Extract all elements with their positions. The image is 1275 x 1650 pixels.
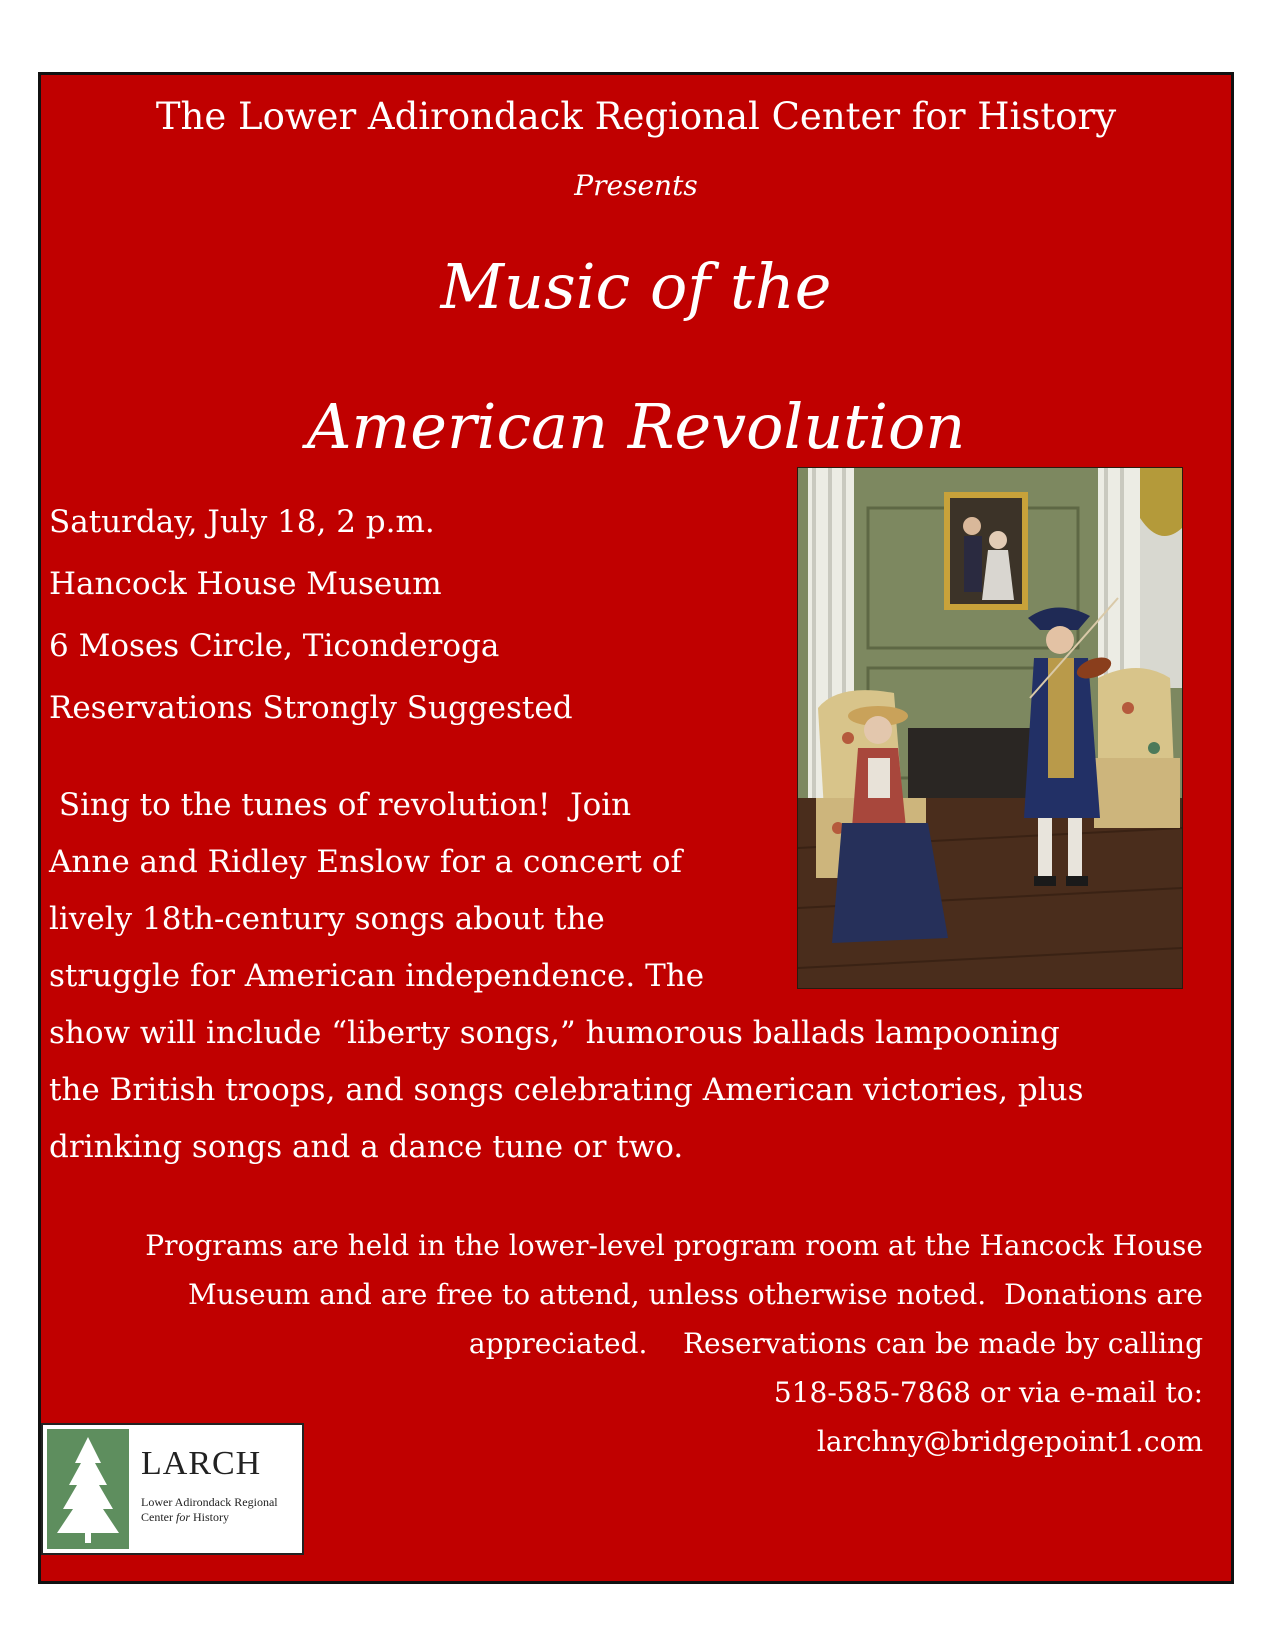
logo-subtitle bbox=[141, 1495, 278, 1525]
logo-subtitle-center: Center bbox=[141, 1510, 176, 1524]
logo-wordmark: LARCH bbox=[141, 1445, 262, 1482]
event-date-time: Saturday, July 18, 2 p.m. bbox=[49, 504, 435, 540]
tree-icon bbox=[47, 1429, 129, 1549]
reservation-note: Reservations Strongly Suggested bbox=[49, 690, 573, 726]
event-title-line-1: Music of the bbox=[440, 250, 832, 323]
logo-subtitle-for: for bbox=[176, 1510, 191, 1524]
logo-tree-panel bbox=[47, 1429, 129, 1549]
program-info-line: appreciated. Reservations can be made by calling bbox=[468, 1327, 1203, 1360]
reservation-phone: 518-585-7868 or via e-mail to: bbox=[773, 1376, 1203, 1409]
description-line: the British troops, and songs celebrating American victories, plus bbox=[49, 1072, 1084, 1108]
description-intro bbox=[49, 777, 789, 1005]
event-address: 6 Moses Circle, Ticonderoga bbox=[49, 628, 500, 664]
program-info-line: Programs are held in the lower-level program room at the Hancock House bbox=[145, 1229, 1203, 1262]
logo-subtitle-line-1: Lower Adirondack Regional bbox=[141, 1495, 278, 1509]
description-line: Sing to the tunes of revolution! Join bbox=[49, 787, 632, 823]
description-line: lively 18th-century songs about the bbox=[49, 901, 605, 937]
description-line: Anne and Ridley Enslow for a concert of bbox=[49, 844, 682, 880]
description-continued bbox=[49, 1005, 1219, 1176]
description-line: show will include “liberty songs,” humorous ballads lampooning bbox=[49, 1015, 1060, 1051]
event-flyer bbox=[38, 72, 1234, 1584]
presents-label: Presents bbox=[574, 169, 698, 202]
program-info-line: Museum and are free to attend, unless otherwise noted. Donations are bbox=[187, 1278, 1203, 1311]
event-details bbox=[49, 491, 573, 739]
description-line: struggle for American independence. The bbox=[49, 958, 705, 994]
performers-photo-illustration bbox=[798, 468, 1182, 988]
event-title-line-2: American Revolution bbox=[306, 390, 966, 463]
logo-subtitle-line-2 bbox=[141, 1510, 278, 1525]
description-line: drinking songs and a dance tune or two. bbox=[49, 1129, 684, 1165]
logo-subtitle-history: History bbox=[190, 1510, 230, 1524]
larch-logo bbox=[41, 1423, 304, 1555]
performers-photo bbox=[797, 467, 1183, 989]
event-venue: Hancock House Museum bbox=[49, 566, 442, 602]
organization-name: The Lower Adirondack Regional Center for History bbox=[155, 95, 1117, 138]
reservation-email: larchny@bridgepoint1.com bbox=[816, 1425, 1203, 1458]
